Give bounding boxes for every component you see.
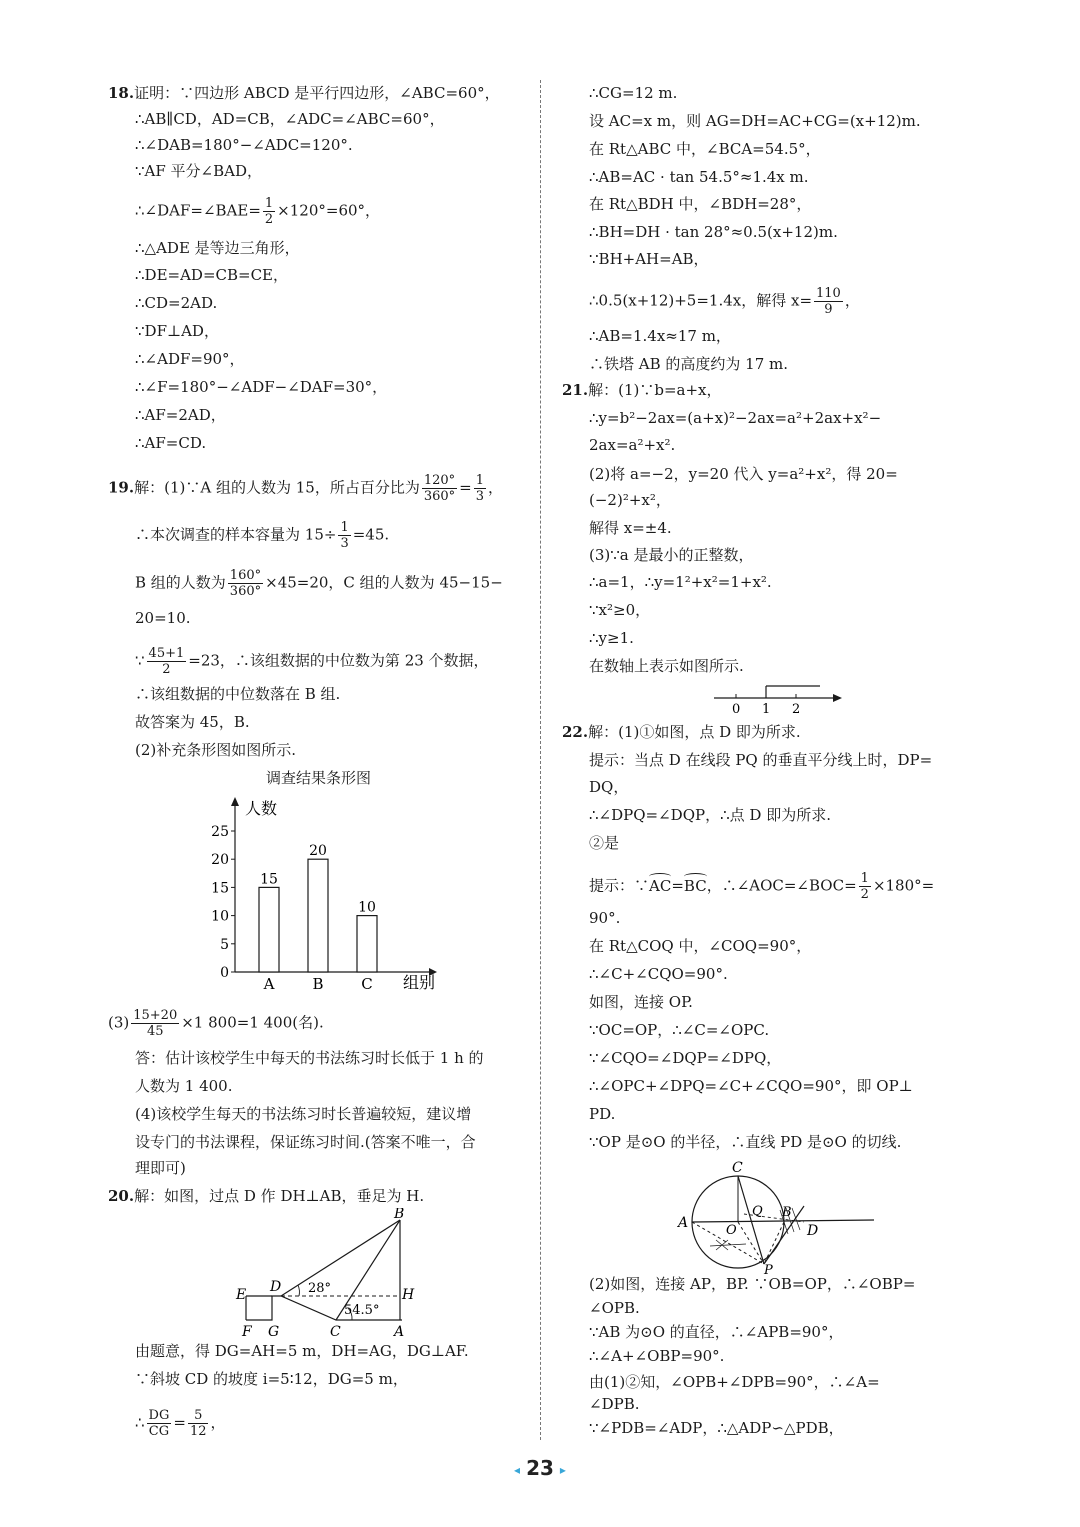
svg-text:A: A <box>394 1324 405 1338</box>
y-tick-label: 0 <box>220 965 229 981</box>
q22-line-8: 在 Rt△COQ 中，∠COQ=90°， <box>589 937 812 955</box>
q21-line-1: 21.解：(1)∵b=a+x， <box>562 381 722 399</box>
q19-line-3: B 组的人数为 $\frac{160^\circ}{360^\circ}$ ×45=20，C 组的人数为 45−15− <box>135 568 503 599</box>
svg-text:H: H <box>402 1287 415 1303</box>
q19-line-8: (2)补充条形图如图所示. <box>135 741 297 759</box>
q19-line-4: 20=10. <box>135 609 191 627</box>
y-tick-label: 5 <box>220 936 229 953</box>
q18-line-8: ∴CD=2AD. <box>135 294 218 312</box>
q21-line-9: ∵x²≥0， <box>589 601 651 619</box>
q22-circle-figure <box>676 1158 882 1274</box>
q18-line-5: ∴∠DAF=∠BAE= $\frac{1}{2}$ ×120°=60°， <box>135 196 381 227</box>
arc-ac: AC <box>649 877 671 895</box>
q18-line-10: ∴∠ADF=90°， <box>135 350 245 368</box>
q19-line-6: ∴该组数据的中位数落在 B 组. <box>135 685 341 703</box>
q19-line-11: 人数为 1 400. <box>135 1077 233 1095</box>
q18-line-12: ∴AF=2AD， <box>135 406 226 424</box>
svg-text:G: G <box>268 1324 280 1338</box>
line-cp <box>738 1176 764 1264</box>
q22-line-4: ∴∠DPQ=∠DQP，∴点 D 即为所求. <box>589 806 831 824</box>
q18-line-6: ∴△ADE 是等边三角形， <box>135 239 300 257</box>
bars <box>259 843 377 993</box>
chart-title: 调查结果条形图 <box>266 769 372 787</box>
column-divider <box>540 80 541 1440</box>
svg-text:C: C <box>732 1160 743 1176</box>
q19-line-1: 19.解：(1)∵A 组的人数为 15，所占百分比为 $\frac{120^\circ}{360^\circ}$ = $\frac{1}{3}$ ， <box>108 473 504 504</box>
q19-line-12: (4)该校学生每天的书法练习时长普遍较短，建议增 <box>135 1105 472 1123</box>
q19-line-5: ∵ $\frac{45+1}{2}$ =23，∴该组数据的中位数为第 23 个数据， <box>135 646 489 677</box>
q22-line-20: 由(1)②知，∠OPB+∠DPB=90°，∴∠A= <box>589 1373 880 1391</box>
number-line <box>708 680 848 716</box>
q21-line-10: ∴y≥1. <box>589 629 634 647</box>
svg-text:54.5°: 54.5° <box>344 1303 380 1318</box>
q18-line-13: ∴AF=CD. <box>135 434 207 452</box>
q20-line-2: 由题意，得 DG=AH=5 m，DH=AG，DG⊥AF. <box>135 1342 469 1360</box>
svg-text:P: P <box>764 1263 773 1274</box>
y-tick-label: 10 <box>211 908 229 925</box>
q19-line-9: (3) $\frac{15+20}{45}$ ×1 800=1 400(名). <box>108 1008 324 1039</box>
angle-28-arc <box>298 1285 299 1296</box>
x-tick-label: C <box>361 975 373 993</box>
svg-text:1: 1 <box>762 702 771 716</box>
y-tick-label: 25 <box>211 824 229 840</box>
svg-text:0: 0 <box>732 702 741 716</box>
svg-text:E: E <box>236 1287 247 1303</box>
q21-line-3: 2ax=a²+x². <box>589 436 676 454</box>
x-axis-label: 组别 <box>403 973 436 992</box>
q18-line-3: ∴∠DAB=180°−∠ADC=120°. <box>135 136 353 154</box>
q18-line-11: ∴∠F=180°−∠ADF−∠DAF=30°， <box>135 378 388 396</box>
svg-text:B: B <box>394 1208 405 1222</box>
fraction: $\frac{1}{2}$ <box>264 196 274 227</box>
q22-line-22: ∵∠PDB=∠ADP，∴△ADP∽△PDB， <box>589 1419 844 1437</box>
q22-line-7: 90°. <box>589 909 621 927</box>
q19-line-13: 设专门的书法课程，保证练习时间.(答案不唯一，合 <box>135 1133 476 1151</box>
svg-text:Q: Q <box>752 1204 763 1219</box>
q21-line-5: (−2)²+x²， <box>589 491 671 509</box>
bar-A <box>259 887 279 972</box>
q18-line-9: ∵DF⊥AD， <box>135 322 219 340</box>
q20-line-4: ∴ $\frac{DG}{CG}$ = $\frac{5}{12}$ ， <box>135 1408 226 1439</box>
q18-line-7: ∴DE=AD=CB=CE， <box>135 266 289 284</box>
bar-chart <box>205 792 445 998</box>
q22-line-14: PD. <box>589 1105 616 1123</box>
arrow-left-icon: ◂ <box>514 1462 521 1477</box>
page-number: ◂ 23 ▸ <box>514 1456 566 1480</box>
svg-text:28°: 28° <box>308 1281 332 1296</box>
y-tick-label: 20 <box>211 852 229 869</box>
q22-line-11: ∵OC=OP，∴∠C=∠OPC. <box>589 1021 770 1039</box>
q22-line-5: ②是 <box>589 834 620 852</box>
q20-r4: ∴AB=AC · tan 54.5°≈1.4x m. <box>589 168 809 186</box>
q22-line-2: 提示：当点 D 在线段 PQ 的垂直平分线上时，DP= <box>589 751 933 769</box>
q20-r1: ∴CG=12 m. <box>589 84 678 102</box>
q19-line-2: ∴本次调查的样本容量为 15÷ $\frac{1}{3}$ =45. <box>135 520 390 551</box>
svg-text:D: D <box>270 1279 282 1295</box>
svg-text:B: B <box>782 1205 792 1220</box>
q22-line-19: ∴∠A+∠OBP=90°. <box>589 1347 725 1365</box>
y-ticks <box>211 824 235 981</box>
q20-line-3: ∵斜坡 CD 的坡度 i=5∶12，DG=5 m， <box>135 1370 408 1388</box>
q20-r9: ∴AB=1.4x≈17 m， <box>589 327 731 345</box>
q19-line-10: 答：估计该校学生中每天的书法练习时长低于 1 h 的 <box>135 1049 484 1067</box>
q19-line-14: 理即可) <box>135 1159 186 1177</box>
q21-line-8: ∴a=1，∴y=1²+x²=1+x². <box>589 573 772 591</box>
svg-text:D: D <box>807 1223 819 1239</box>
bar-B <box>308 859 328 972</box>
y-axis-label: 人数 <box>245 799 278 818</box>
bisector-marks <box>710 1240 746 1250</box>
q18-line-1: 18.证明：∵四边形 ABCD 是平行四边形，∠ABC=60°， <box>108 84 500 102</box>
q22-line-12: ∵∠CQO=∠DQP=∠DPQ， <box>589 1049 782 1067</box>
q22-line-1: 22.解：(1)①如图，点 D 即为所求. <box>562 723 801 741</box>
svg-text:F: F <box>242 1324 252 1338</box>
y-axis-arrow <box>231 797 239 806</box>
q20-r2: 设 AC=x m，则 AG=DH=AC+CG=(x+12)m. <box>589 112 921 130</box>
q20-r3: 在 Rt△ABC 中，∠BCA=54.5°， <box>589 140 821 158</box>
y-tick-label: 15 <box>211 880 229 897</box>
q21-line-6: 解得 x=±4. <box>589 519 672 537</box>
bar-C <box>357 916 377 972</box>
q21-line-2: ∴y=b²−2ax=(a+x)²−2ax=a²+2ax+x²− <box>589 409 882 427</box>
line-op <box>738 1222 764 1264</box>
x-tick-label: A <box>263 975 275 993</box>
q21-line-11: 在数轴上表示如图所示. <box>589 657 744 675</box>
q20-r10: ∴铁塔 AB 的高度约为 17 m. <box>589 355 789 373</box>
q20-r6: ∴BH=DH · tan 28°≈0.5(x+12)m. <box>589 223 838 241</box>
q18-line-2: ∴AB∥CD，AD=CB，∠ADC=∠ABC=60°， <box>135 110 445 128</box>
q20-line-1: 20.解：如图，过点 D 作 DH⊥AB，垂足为 H. <box>108 1187 425 1205</box>
q18-line-4: ∵AF 平分∠BAD， <box>135 162 263 180</box>
q22-line-6: 提示：∵ AC= BC，∴∠AOC=∠BOC= $\frac{1}{2}$ ×180°= <box>589 871 935 902</box>
number-line-arrow <box>833 694 842 702</box>
arrow-right-icon: ▸ <box>559 1462 566 1477</box>
line-ad <box>692 1220 874 1222</box>
q22-line-16: (2)如图，连接 AP，BP. ∵OB=OP，∴∠OBP= <box>589 1275 916 1293</box>
q22-line-17: ∠OPB. <box>589 1299 640 1317</box>
q22-line-18: ∵AB 为⊙O 的直径，∴∠APB=90°， <box>589 1323 844 1341</box>
q21-line-4: (2)将 a=−2，y=20 代入 y=a²+x²，得 20= <box>589 465 898 483</box>
q22-line-9: ∴∠C+∠CQO=90°. <box>589 965 728 983</box>
q22-line-3: DQ， <box>589 778 629 796</box>
svg-text:O: O <box>726 1223 737 1238</box>
q19-line-7: 故答案为 45，B. <box>135 713 250 731</box>
svg-text:C: C <box>330 1324 341 1338</box>
q20-r7: ∵BH+AH=AB， <box>589 250 709 268</box>
q21-line-7: (3)∵a 是最小的正整数， <box>589 546 754 564</box>
svg-text:A: A <box>678 1215 689 1231</box>
q22-line-15: ∵OP 是⊙O 的半径，∴直线 PD 是⊙O 的切线. <box>589 1133 902 1151</box>
arc-bc: BC <box>684 877 707 895</box>
line-db <box>281 1220 400 1296</box>
q20-r5: 在 Rt△BDH 中，∠BDH=28°， <box>589 195 812 213</box>
bar-data-label: 15 <box>260 871 278 888</box>
svg-text:2: 2 <box>792 702 801 716</box>
q22-line-13: ∴∠OPC+∠DPQ=∠C+∠CQO=90°，即 OP⊥ <box>589 1077 913 1095</box>
q20-r8: ∴0.5(x+12)+5=1.4x，解得 x= $\frac{110}{9}$ ， <box>589 286 860 317</box>
bar-data-label: 20 <box>309 843 327 860</box>
q20-geometry-figure <box>232 1208 432 1338</box>
q22-line-21: ∠DPB. <box>589 1395 640 1413</box>
x-tick-label: B <box>312 975 324 993</box>
q22-line-10: 如图，连接 OP. <box>589 993 693 1011</box>
bar-data-label: 10 <box>358 899 376 916</box>
